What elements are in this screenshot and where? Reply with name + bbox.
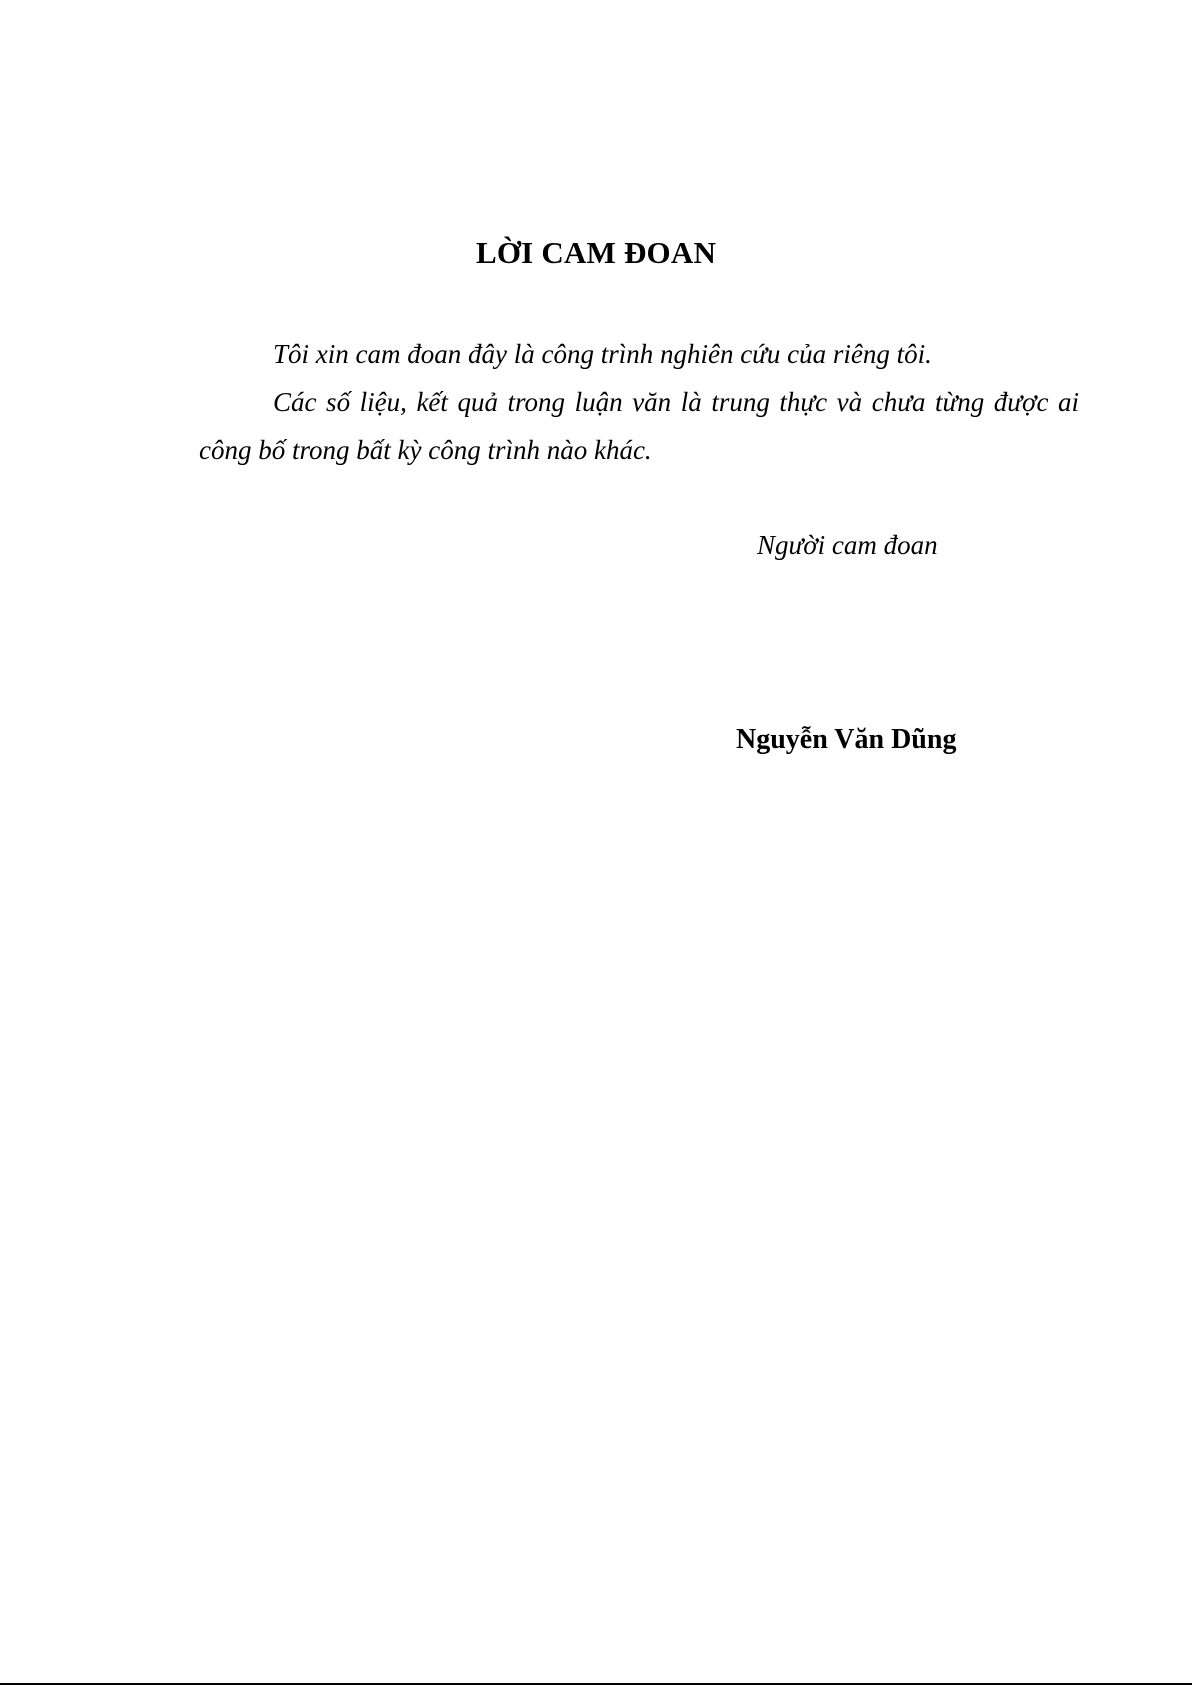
declaration-paragraph-2: Các số liệu, kết quả trong luận văn là trung thực và chưa từng được ai công bố trong bất kỳ công trình nào khác.	[199, 387, 1079, 465]
declaration-paragraph-1: Tôi xin cam đoan đây là công trình nghiên cứu của riêng tôi.	[273, 339, 932, 369]
declaration-body	[199, 330, 1079, 474]
signer-label: Người cam đoan	[757, 530, 938, 560]
page-title: LỜI CAM ĐOAN	[475, 235, 717, 270]
signer-name: Nguyễn Văn Dũng	[736, 724, 957, 755]
